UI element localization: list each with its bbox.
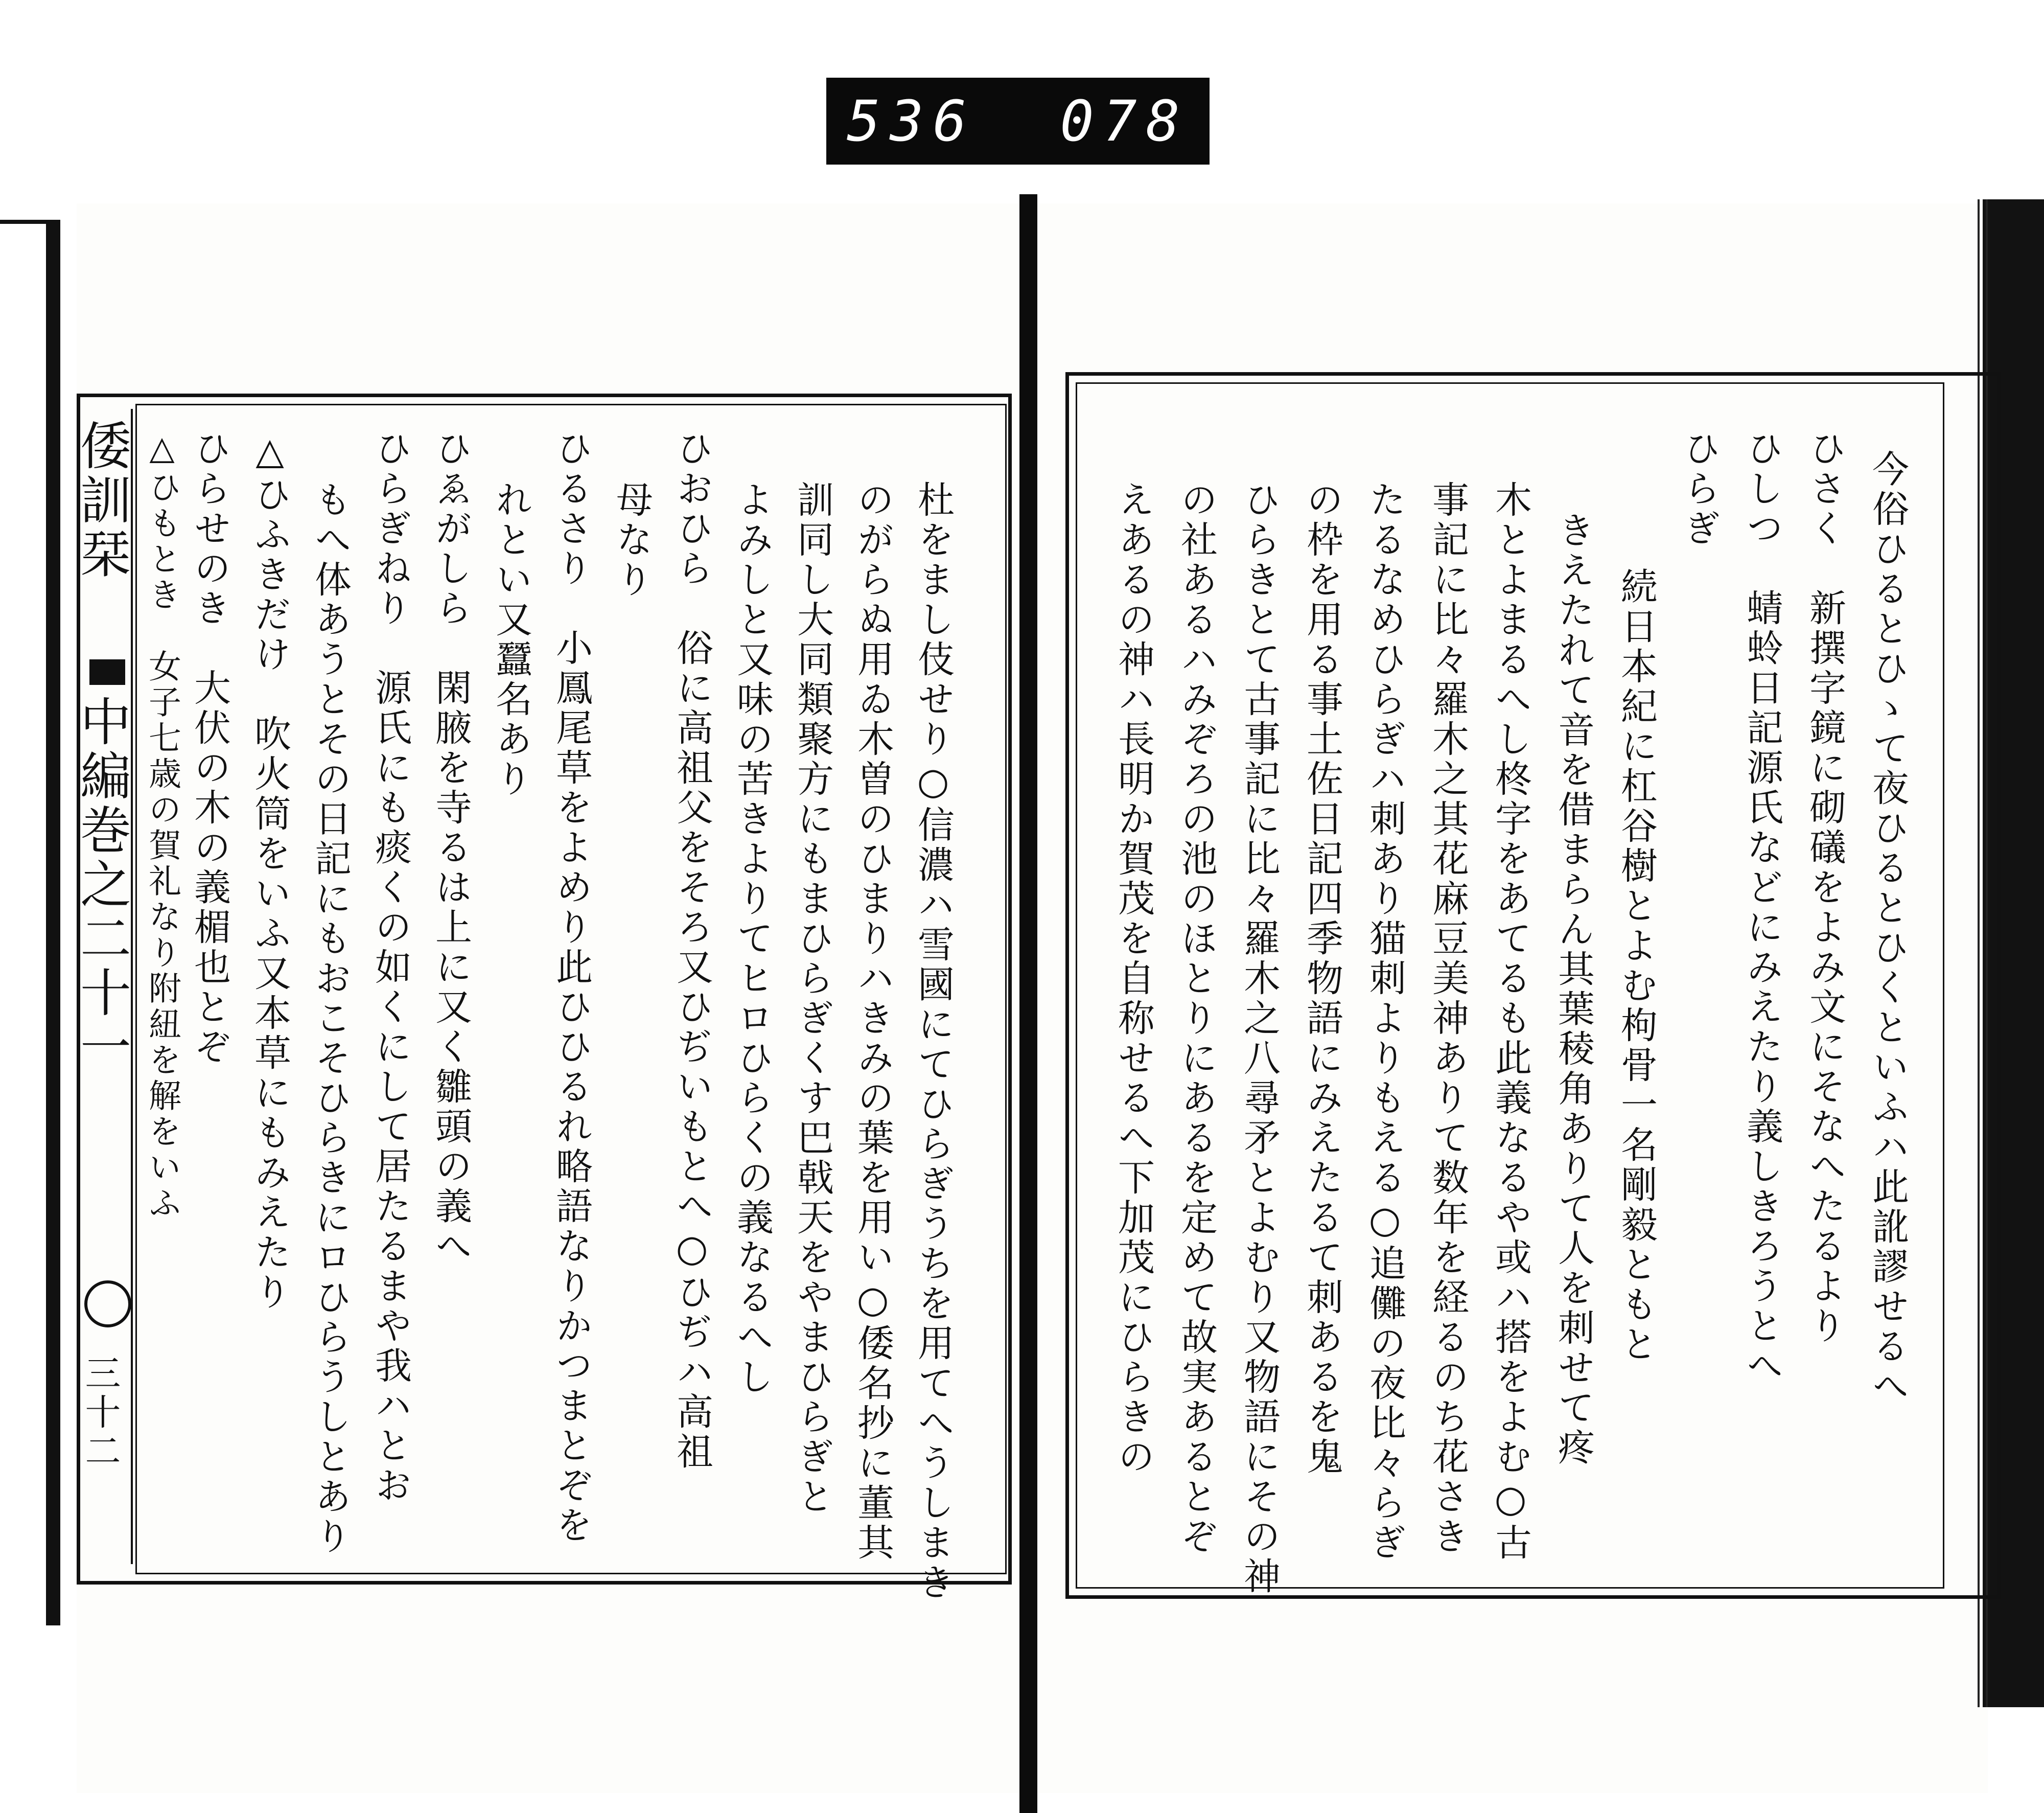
margin-page-number: 三十二: [79, 1355, 121, 1471]
reference-label: [826, 78, 1210, 165]
right-column-9: たるなめひらぎハ刺あり猫刺よりもえる○追儺の夜比々らぎ: [1363, 480, 1406, 1563]
left-column-4: よみしと又味の苦きよりてヒロひらくの義なるへし: [731, 480, 774, 1397]
left-column-14: △ひもとき 女子七歳の賀礼なり附紐を解をいふ: [143, 429, 181, 1222]
margin-divider-mark: [89, 659, 125, 685]
right-column-1: 今俗ひるとひゝて夜ひるとひくといふハ此訛謬せるへ: [1866, 450, 1909, 1407]
left-column-11: もへ体あうとその日記にもおこそひらきにロひらうしとあり: [309, 480, 352, 1557]
book-spine: [1019, 194, 1037, 1813]
right-column-7: 木とよまるへし柊字をあてるも此義なるや或ハ搭をよむ○古: [1489, 480, 1532, 1563]
right-column-6: きえたれて音を借まらん其葉稜角ありて人を刺せて疼: [1552, 511, 1595, 1468]
right-column-12: の社あるハみぞろの池のほとりにあるを定めて故実あるとぞ: [1175, 480, 1218, 1557]
reference-number-right: 078: [1060, 88, 1189, 154]
left-column-6: 母なり: [610, 480, 653, 600]
left-column-1: 杜をまし伎せり○信濃ハ雪國にてひらぎうちを用てへうしまき: [912, 480, 955, 1603]
left-column-7: ひるさり 小鳳尾草をよめり此ひひるれ略語なりかつまとぞを: [550, 429, 593, 1546]
right-column-8: 事記に比々羅木之其花麻豆美神ありて数年を経るのち花さき: [1426, 480, 1469, 1557]
book-edge-top: [0, 220, 49, 224]
left-column-10: ひらぎねり 源氏にも痰くの如くにして居たるまや我ハとお: [369, 429, 412, 1506]
left-column-13: ひらせのき 大伏の木の義楣也とぞ: [188, 429, 231, 1067]
reference-number-left: 536: [847, 88, 976, 154]
left-column-8: れとい又蠶名あり: [490, 480, 532, 799]
right-column-3: ひしつ 蜻蛉日記源氏などにみえたり義しきろうとへ: [1740, 429, 1783, 1386]
margin-title: 倭訓栞: [72, 419, 131, 582]
right-column-10: の枠を用る事土佐日記四季物語にみえたるて刺あるを鬼: [1300, 480, 1343, 1477]
left-margin-strip: [72, 409, 133, 1564]
right-column-11: ひらきとて古事記に比々羅木之八尋矛とよむり又物語にその神: [1238, 480, 1281, 1597]
right-column-4: ひらぎ: [1678, 429, 1721, 549]
left-column-3: 訓同し大同類聚方にもまひらぎくす巴戟天をやまひらぎと: [791, 480, 834, 1517]
left-column-12: △ひふきだけ 吹火筒をいふ又本草にもみえたり: [248, 429, 291, 1313]
left-column-9: ひゑがしら 閑腋を寺るは上に又く雛頭の義へ: [429, 429, 472, 1267]
right-column-13: えあるの神ハ長明か賀茂を自称せるへ下加茂にひらきの: [1112, 480, 1155, 1477]
margin-circle-mark: [84, 1280, 131, 1327]
left-column-2: のがらぬ用ゐ木曽のひまりハきみの葉を用い○倭名抄に董其: [851, 480, 894, 1563]
right-column-2: ひさく 新撰字鏡に砌礒をよみ文にそなへたるより: [1803, 429, 1846, 1346]
left-column-5: ひおひら 俗に高祖父をそろ又ひぢいもとへ○ひぢハ高祖: [670, 429, 713, 1472]
margin-volume: 中編巻之二十一: [72, 695, 131, 1074]
book-edge-left: [46, 220, 60, 1625]
right-column-5: 続日本紀に杠谷樹とよむ枸骨一名剛毅ともと: [1615, 567, 1658, 1365]
